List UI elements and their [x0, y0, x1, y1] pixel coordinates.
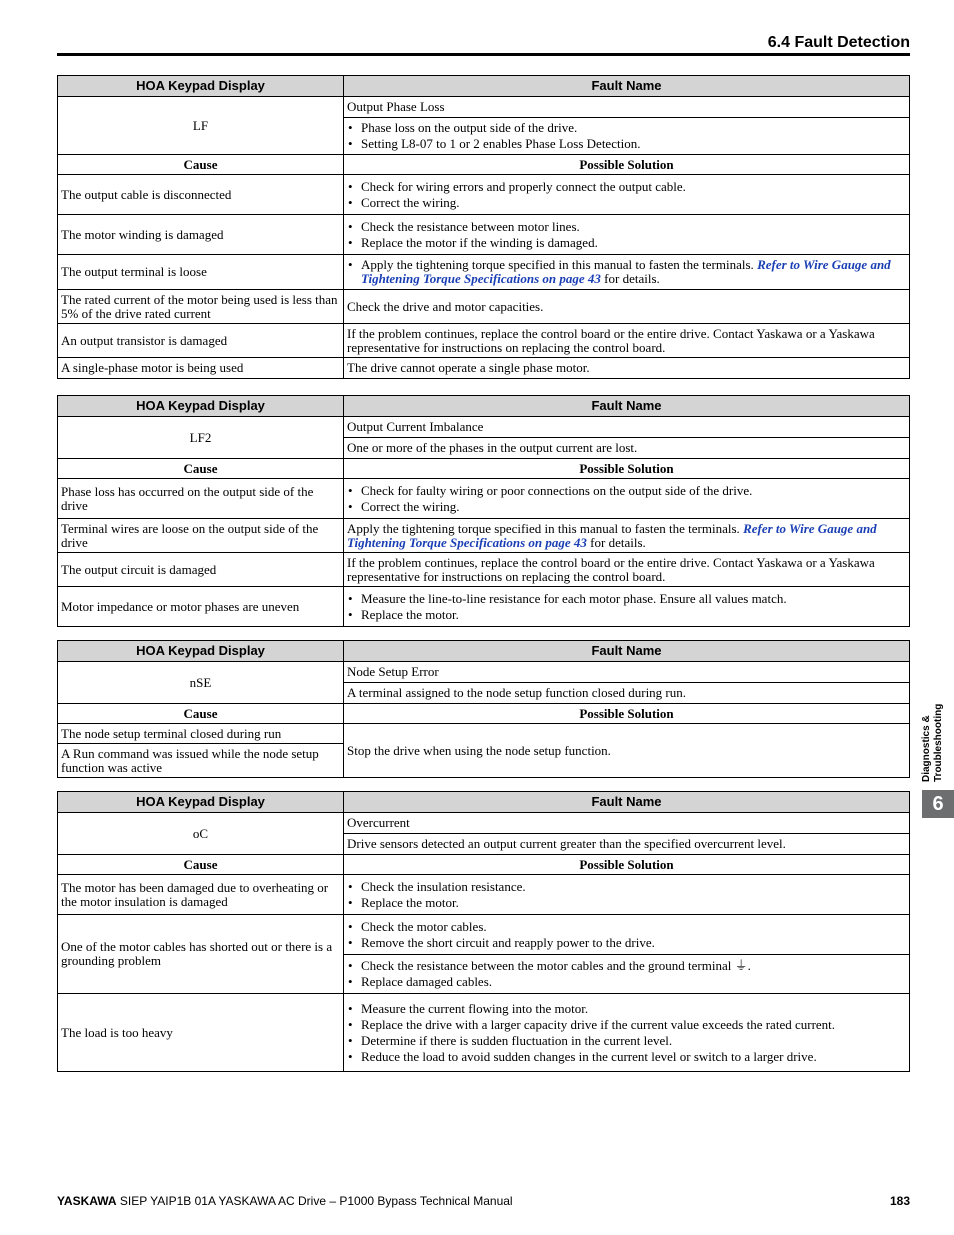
- cause-header: Cause: [58, 855, 344, 875]
- list-item: • Apply the tightening torque specified in this manual to fasten the terminals. Refer to Wire Gauge and Tightening Torque Specifications on page 43 for details.: [347, 258, 906, 286]
- page-number: 183: [889, 1194, 910, 1208]
- list-item: • Check for faulty wiring or poor connections on the output side of the drive.: [347, 484, 906, 498]
- fault-name-header: Fault Name: [344, 792, 910, 813]
- list-item: • Remove the short circuit and reapply power to the drive.: [347, 936, 906, 950]
- cause-header: Cause: [58, 459, 344, 479]
- cause-cell: One of the motor cables has shorted out or there is a grounding problem: [58, 915, 344, 994]
- hoa-header: HOA Keypad Display: [58, 641, 344, 662]
- list-item: • Replace the drive with a larger capacity drive if the current value exceeds the rated current.: [347, 1018, 906, 1032]
- solution-cell: [344, 994, 910, 1072]
- fault-description: A terminal assigned to the node setup function closed during run.: [344, 683, 910, 704]
- cross-reference-link[interactable]: Refer to Wire Gauge and Tightening Torque Specifications on page 43: [361, 257, 891, 286]
- fault-name-header: Fault Name: [344, 641, 910, 662]
- cause-cell: Phase loss has occurred on the output side of the drive: [58, 479, 344, 519]
- fault-name-header: Fault Name: [344, 396, 910, 417]
- list-item: • Setting L8-07 to 1 or 2 enables Phase Loss Detection.: [347, 137, 906, 151]
- cause-cell: A Run command was issued while the node setup function was active: [58, 744, 344, 778]
- solution-cell: Apply the tightening torque specified in this manual to fasten the terminals. Refer to Wire Gauge and Tightening Torque Specifications on page 43 for details.: [344, 519, 910, 553]
- cross-reference-link[interactable]: Refer to Wire Gauge and Tightening Torque Specifications on page 43: [347, 520, 877, 550]
- list-item: • Replace the motor if the winding is damaged.: [347, 236, 906, 250]
- fault-description: [344, 118, 910, 155]
- cause-cell: Terminal wires are loose on the output side of the drive: [58, 519, 344, 553]
- solution-header: Possible Solution: [344, 155, 910, 175]
- solution-cell: [344, 915, 910, 955]
- cause-header: Cause: [58, 155, 344, 175]
- list-item: • Reduce the load to avoid sudden changes in the current level or switch to a larger drive.: [347, 1050, 906, 1064]
- solution-header: Possible Solution: [344, 704, 910, 724]
- fault-table-nse: [57, 640, 910, 778]
- cause-cell: The rated current of the motor being used is less than 5% of the drive rated current: [58, 290, 344, 324]
- fault-name: Output Current Imbalance: [344, 417, 910, 438]
- fault-name: Overcurrent: [344, 813, 910, 834]
- solution-cell: [344, 175, 910, 215]
- cause-cell: The output terminal is loose: [58, 255, 344, 290]
- chapter-side-label: Diagnostics & Troubleshooting: [921, 703, 944, 782]
- solution-cell: [344, 255, 910, 290]
- list-item: • Correct the wiring.: [347, 500, 906, 514]
- solution-header: Possible Solution: [344, 459, 910, 479]
- fault-table-oc: [57, 791, 910, 1072]
- solution-cell: [344, 479, 910, 519]
- solution-cell: Stop the drive when using the node setup function.: [344, 724, 910, 778]
- fault-code: LF: [58, 97, 344, 155]
- list-item: • Measure the current flowing into the motor.: [347, 1002, 906, 1016]
- list-item: • Replace damaged cables.: [347, 975, 906, 989]
- solution-cell: [344, 875, 910, 915]
- cause-cell: Motor impedance or motor phases are uneven: [58, 587, 344, 627]
- hoa-header: HOA Keypad Display: [58, 76, 344, 97]
- list-item: • Check the resistance between the motor cables and the ground terminal ⏚.: [347, 959, 906, 973]
- fault-code: nSE: [58, 662, 344, 704]
- list-item: • Measure the line-to-line resistance for each motor phase. Ensure all values match.: [347, 592, 906, 606]
- footer-text: YASKAWA SIEP YAIP1B 01A YASKAWA AC Drive – P1000 Bypass Technical Manual: [57, 1194, 513, 1208]
- fault-description: Drive sensors detected an output current greater than the specified overcurrent level.: [344, 834, 910, 855]
- solution-cell: [344, 587, 910, 627]
- cause-cell: A single-phase motor is being used: [58, 358, 344, 379]
- list-item: • Replace the motor.: [347, 608, 906, 622]
- fault-code: LF2: [58, 417, 344, 459]
- fault-description: One or more of the phases in the output current are lost.: [344, 438, 910, 459]
- solution-cell: [344, 955, 910, 994]
- list-item: • Replace the motor.: [347, 896, 906, 910]
- list-item: • Check for wiring errors and properly connect the output cable.: [347, 180, 906, 194]
- solution-cell: [344, 215, 910, 255]
- header-rule: [57, 53, 910, 56]
- cause-cell: An output transistor is damaged: [58, 324, 344, 358]
- fault-name: Output Phase Loss: [344, 97, 910, 118]
- list-item: • Phase loss on the output side of the drive.: [347, 121, 906, 135]
- fault-table-lf: [57, 75, 910, 379]
- list-item: • Check the motor cables.: [347, 920, 906, 934]
- chapter-tab: 6: [922, 790, 954, 818]
- solution-cell: The drive cannot operate a single phase motor.: [344, 358, 910, 379]
- list-item: • Check the resistance between motor lines.: [347, 220, 906, 234]
- cause-cell: The output cable is disconnected: [58, 175, 344, 215]
- fault-code: oC: [58, 813, 344, 855]
- list-item: • Check the insulation resistance.: [347, 880, 906, 894]
- cause-cell: The node setup terminal closed during run: [58, 724, 344, 744]
- solution-cell: Check the drive and motor capacities.: [344, 290, 910, 324]
- list-item: • Correct the wiring.: [347, 196, 906, 210]
- cause-header: Cause: [58, 704, 344, 724]
- fault-name: Node Setup Error: [344, 662, 910, 683]
- cause-cell: The output circuit is damaged: [58, 553, 344, 587]
- hoa-header: HOA Keypad Display: [58, 396, 344, 417]
- solution-header: Possible Solution: [344, 855, 910, 875]
- fault-table-lf2: [57, 395, 910, 627]
- solution-cell: If the problem continues, replace the control board or the entire drive. Contact Yaskawa or a Yaskawa representative for instructions on replacing the control board.: [344, 324, 910, 358]
- hoa-header: HOA Keypad Display: [58, 792, 344, 813]
- cause-cell: The motor winding is damaged: [58, 215, 344, 255]
- fault-name-header: Fault Name: [344, 76, 910, 97]
- cause-cell: The motor has been damaged due to overheating or the motor insulation is damaged: [58, 875, 344, 915]
- cause-cell: The load is too heavy: [58, 994, 344, 1072]
- solution-cell: If the problem continues, replace the control board or the entire drive. Contact Yaskawa or a Yaskawa representative for instructions on replacing the control board.: [344, 553, 910, 587]
- page-header-title: 6.4 Fault Detection: [767, 34, 910, 51]
- list-item: • Determine if there is sudden fluctuation in the current level.: [347, 1034, 906, 1048]
